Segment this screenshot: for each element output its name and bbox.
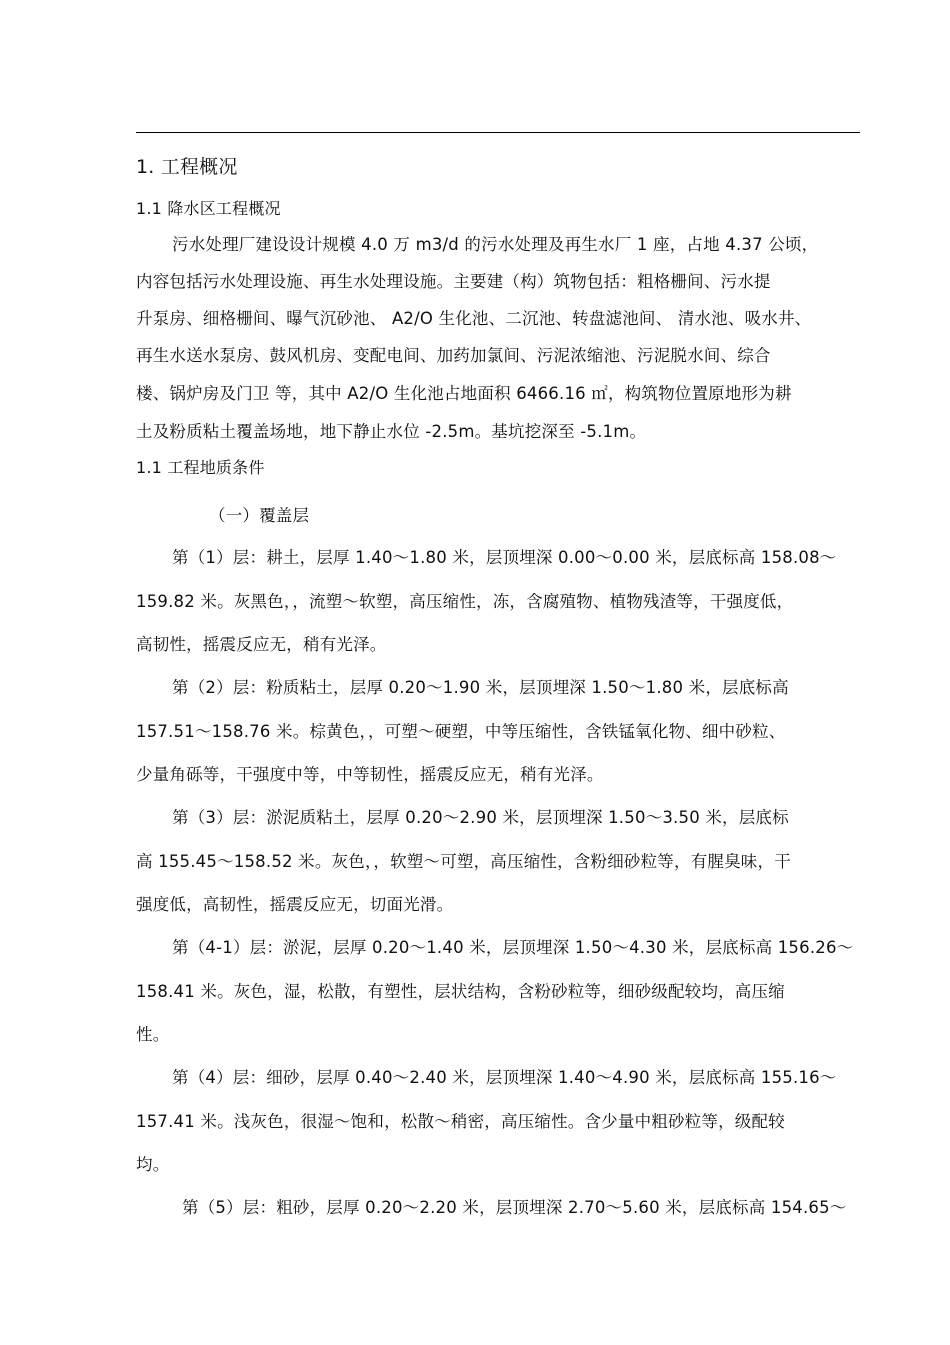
layer-line: 第（2）层：粉质粘土，层厚 0.20～1.90 米，层顶埋深 1.50～1.80 米，层底标高 — [172, 678, 789, 697]
paragraph-line: 楼、锅炉房及门卫 等，其中 A2/O 生化池占地面积 6466.16 ㎡，构筑物位置原地形为耕 — [136, 384, 792, 403]
subheading: （一）覆盖层 — [209, 506, 310, 525]
header-rule — [136, 132, 860, 133]
paragraph-line: 污水处理厂建设设计规模 4.0 万 m3/d 的污水处理及再生水厂 1 座，占地 4.37 公顷， — [172, 235, 819, 254]
paragraph-line: 内容包括污水处理设施、再生水处理设施。主要建（构）筑物包括：粗格栅间、污水提 — [136, 272, 771, 291]
layer-line: 高韧性，摇震反应无，稍有光泽。 — [136, 635, 387, 654]
layer-line: 157.51～158.76 米。棕黄色，，可塑～硬塑，中等压缩性，含铁锰氧化物、细中砂粒、 — [136, 722, 786, 741]
layer-line: 高 155.45～158.52 米。灰色，，软塑～可塑，高压缩性，含粉细砂粒等，有腥臭味，干 — [136, 852, 791, 871]
layer-line: 第（5）层：粗砂，层厚 0.20～2.20 米，层顶埋深 2.70～5.60 米，层底标高 154.65～ — [182, 1198, 847, 1217]
paragraph-line: 土及粉质粘土覆盖场地，地下静止水位 -2.5m。基坑挖深至 -5.1m。 — [136, 422, 647, 441]
subsection-heading: 1.1 降水区工程概况 — [136, 199, 281, 218]
layer-line: 均。 — [136, 1155, 170, 1174]
layer-line: 157.41 米。浅灰色，很湿～饱和，松散～稍密，高压缩性。含少量中粗砂粒等，级配较 — [136, 1112, 785, 1131]
layer-line: 强度低，高韧性，摇震反应无，切面光滑。 — [136, 895, 454, 914]
layer-line: 第（3）层：淤泥质粘土，层厚 0.20～2.90 米，层顶埋深 1.50～3.50 米，层底标 — [172, 808, 789, 827]
subsection-heading: 1.1 工程地质条件 — [136, 458, 265, 477]
layer-line: 少量角砾等，干强度中等，中等韧性，摇震反应无，稍有光泽。 — [136, 765, 604, 784]
section-heading: 1. 工程概况 — [136, 156, 238, 178]
layer-line: 159.82 米。灰黑色，，流塑～软塑，高压缩性，冻，含腐殖物、植物残渣等，干强度低， — [136, 592, 794, 611]
layer-line: 第（1）层：耕土，层厚 1.40～1.80 米，层顶埋深 0.00～0.00 米，层底标高 158.08～ — [172, 548, 837, 567]
layer-line: 性。 — [136, 1025, 170, 1044]
paragraph-line: 升泵房、细格栅间、曝气沉砂池、 A2/O 生化池、二沉池、转盘滤池间、 清水池、吸水井、 — [136, 309, 812, 328]
paragraph-line: 再生水送水泵房、鼓风机房、变配电间、加药加氯间、污泥浓缩池、污泥脱水间、综合 — [136, 346, 771, 365]
layer-line: 158.41 米。灰色，湿，松散，有塑性，层状结构，含粉砂粒等，细砂级配较均，高压缩 — [136, 982, 785, 1001]
layer-line: 第（4）层：细砂，层厚 0.40～2.40 米，层顶埋深 1.40～4.90 米，层底标高 155.16～ — [172, 1068, 837, 1087]
layer-line: 第（4-1）层：淤泥，层厚 0.20～1.40 米，层顶埋深 1.50～4.30 米，层底标高 156.26～ — [172, 938, 854, 957]
